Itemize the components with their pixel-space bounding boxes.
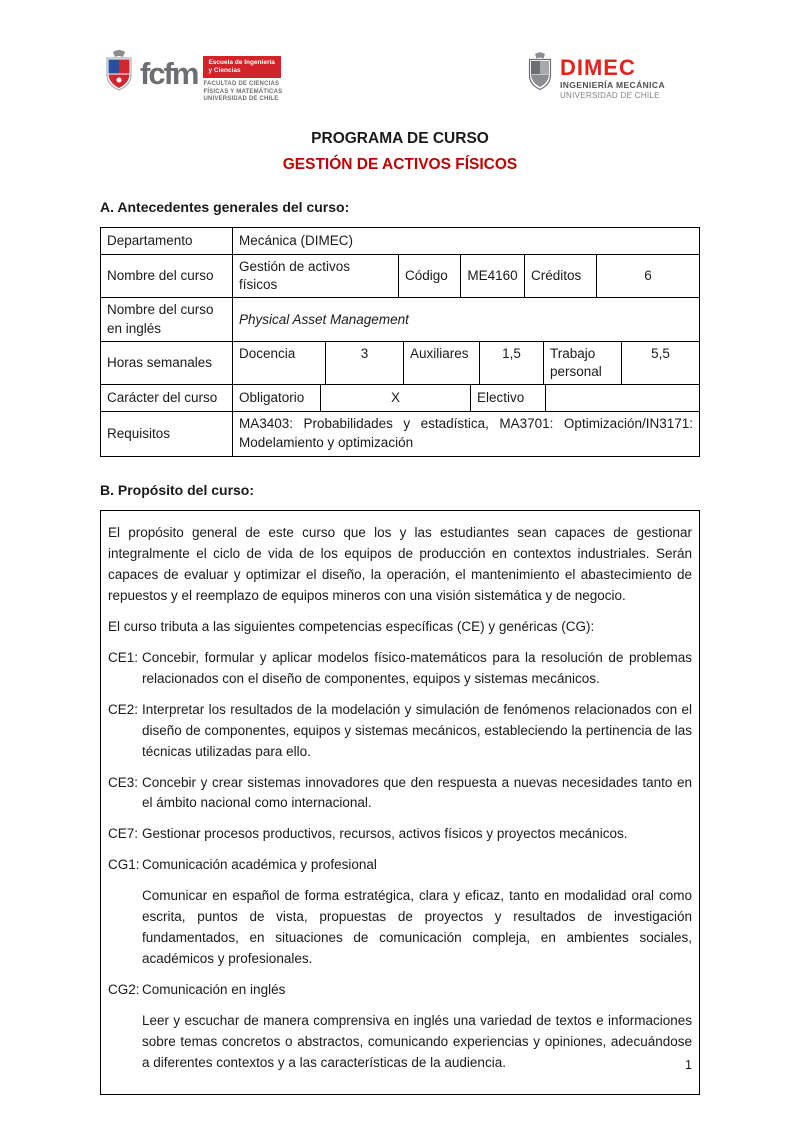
table-row-nombre-curso [101, 255, 699, 298]
obligatorio-label-cell [233, 385, 321, 411]
horas-label-cell [101, 342, 233, 384]
competency-ce2-label: CE2: [108, 701, 139, 717]
competency-ce7 [108, 824, 692, 845]
purpose-paragraph-intro: El propósito general de este curso que los y las estudiantes sean capaces de gestionar integralmente el ciclo de vida de los equipos de producción en contextos industriales. Serán capaces de evaluar y optimizar el diseño, la operación, el mantenimiento el abastecimiento de repuestos y el reemplazo de equipos mineros con una visión sistemática y de negocio. [108, 525, 692, 604]
cell-text: Electivo [477, 390, 525, 406]
faculty-line: FÍSICAS Y MATEMÁTICAS [203, 88, 283, 95]
cell-text: Physical Asset Management [239, 311, 409, 327]
course-info-table [100, 227, 700, 457]
document-title: PROGRAMA DE CURSO [311, 130, 489, 147]
table-row-caracter [101, 385, 699, 412]
competency-cg1 [108, 855, 692, 876]
competency-cg1-label: CG1: [108, 857, 140, 873]
purpose-paragraph-competencies-intro: El curso tributa a las siguientes competencias específicas (CE) y genéricas (CG): [108, 619, 595, 634]
nombre-value-cell [233, 255, 399, 297]
departamento-value-cell [233, 228, 699, 254]
requisitos-value-cell [233, 412, 699, 456]
nombre-ingles-value-cell [233, 298, 699, 340]
dimec-logo [527, 52, 665, 100]
faculty-line: UNIVERSIDAD DE CHILE [203, 96, 279, 102]
table-row-requisitos [101, 412, 699, 456]
badge-line: y Ciencias [208, 67, 241, 74]
cell-text: Obligatorio [239, 390, 305, 406]
trabajo-label-cell [544, 342, 622, 384]
electivo-value-cell [546, 385, 699, 411]
section-b-heading: B. Propósito del curso: [100, 482, 255, 499]
document-subtitle: GESTIÓN DE ACTIVOS FÍSICOS [282, 156, 518, 173]
competency-cg2-text: Comunicación en inglés [142, 981, 286, 997]
cell-text: Trabajo personal [550, 345, 602, 380]
cell-text: Horas semanales [107, 354, 213, 370]
trabajo-value-cell [622, 342, 699, 384]
codigo-value-cell [461, 255, 525, 297]
header [100, 50, 700, 110]
cell-text: Nombre del curso en inglés [107, 302, 214, 336]
competency-cg1-description: Comunicar en español de forma estratégica, clara y eficaz, tanto en modalidad oral como escrita, puntos de vista, propuestas de proyectos y resultados de investigación fundamentados, en situaciones de comunicación compleja, en ambientes sociales, académicos y profesionales. [142, 888, 692, 966]
cell-text: Auxiliares [410, 345, 469, 361]
fcfm-logo-text [203, 56, 282, 104]
electivo-label-cell [471, 385, 546, 411]
section-a-heading: A. Antecedentes generales del curso: [100, 199, 350, 215]
fcfm-school-badge [203, 56, 281, 78]
cell-text: Créditos [531, 268, 582, 284]
table-row-departamento [101, 228, 699, 255]
competency-ce7-text: Gestionar procesos productivos, recursos, activos físicos y proyectos mecánicos. [142, 826, 628, 842]
competency-ce1-label: CE1: [108, 649, 139, 665]
competency-ce3 [108, 773, 692, 815]
faculty-line: FACULTAD DE CIENCIAS [203, 81, 280, 87]
competency-cg1-text: Comunicación académica y profesional [142, 857, 377, 873]
page-number: 1 [685, 1058, 692, 1072]
creditos-label-cell [525, 255, 597, 297]
cell-text: Carácter del curso [107, 390, 218, 406]
competency-ce7-label: CE7: [108, 826, 139, 842]
cell-text: MA3403: Probabilidades y estadística, MA3701: Optimización/IN3171: Modelamiento y optimización [239, 416, 693, 450]
auxiliares-label-cell [404, 342, 480, 384]
dimec-wordmark: DIMEC [559, 55, 636, 80]
cell-text: Nombre del curso [107, 268, 214, 284]
competency-cg2 [108, 980, 692, 1001]
fcfm-logo [104, 50, 282, 104]
university-crest-icon [104, 50, 134, 96]
docencia-label-cell [233, 342, 326, 384]
competency-ce2 [108, 700, 692, 763]
cell-text: 6 [644, 268, 652, 284]
requisitos-label-cell [101, 412, 233, 456]
table-row-nombre-ingles [101, 298, 699, 341]
fcfm-faculty-text [203, 81, 282, 104]
cell-text: X [390, 390, 400, 406]
competency-ce3-text: Concebir y crear sistemas innovadores que den respuesta a nuevas necesidades tanto en el ámbito nacional como internacional. [142, 774, 692, 811]
table-row-horas-semanales [101, 342, 699, 385]
cell-text: Mecánica (DIMEC) [239, 232, 354, 248]
purpose-box [100, 510, 700, 1094]
caracter-label-cell [101, 385, 233, 411]
cell-text: Código [405, 268, 448, 284]
cell-text: Gestión de activos físicos [239, 259, 351, 293]
docencia-value-cell [326, 342, 404, 384]
creditos-value-cell [597, 255, 699, 297]
fcfm-wordmark: fcfm [140, 56, 198, 91]
obligatorio-value-cell [321, 385, 471, 411]
competency-ce3-label: CE3: [108, 774, 139, 790]
nombre-ingles-label-cell [101, 298, 233, 340]
auxiliares-value-cell [480, 342, 544, 384]
departamento-label-cell [101, 228, 233, 254]
dimec-crest-icon [527, 52, 553, 96]
cell-text: 3 [360, 345, 369, 361]
dimec-logo-text [560, 57, 665, 100]
competency-ce1-text: Concebir, formular y aplicar modelos físico-matemáticos para la resolución de problemas relacionados con el diseño de componentes, equipos y sistemas mecánicos. [142, 649, 692, 686]
dimec-department-line: INGENIERÍA MECÁNICA [559, 80, 665, 90]
cell-text: 1,5 [502, 345, 521, 361]
competency-ce2-text: Interpretar los resultados de la modelación y simulación de fenómenos relacionados con el diseño de componentes, equipos y sistemas mecánicos, estableciendo la pertinencia de las técnicas utilizadas para ello. [142, 701, 692, 759]
competency-cg2-description: Leer y escuchar de manera comprensiva en inglés una variedad de textos e informaciones sobre temas concretos o abstractos, comunicando experiencias y opiniones, adecuándose a diferentes contextos y a las características de la audiencia. [142, 1012, 692, 1070]
cell-text: Requisitos [107, 426, 171, 442]
competency-cg2-label: CG2: [108, 981, 140, 997]
cell-text: Departamento [107, 232, 193, 248]
competency-ce1 [108, 648, 692, 690]
cell-text: ME4160 [467, 268, 518, 284]
dimec-university-line: UNIVERSIDAD DE CHILE [559, 91, 660, 100]
cell-text: Docencia [239, 345, 296, 361]
nombre-label-cell [101, 255, 233, 297]
cell-text: 5,5 [651, 345, 670, 361]
badge-line: Escuela de Ingeniería [208, 59, 275, 66]
codigo-label-cell [399, 255, 461, 297]
